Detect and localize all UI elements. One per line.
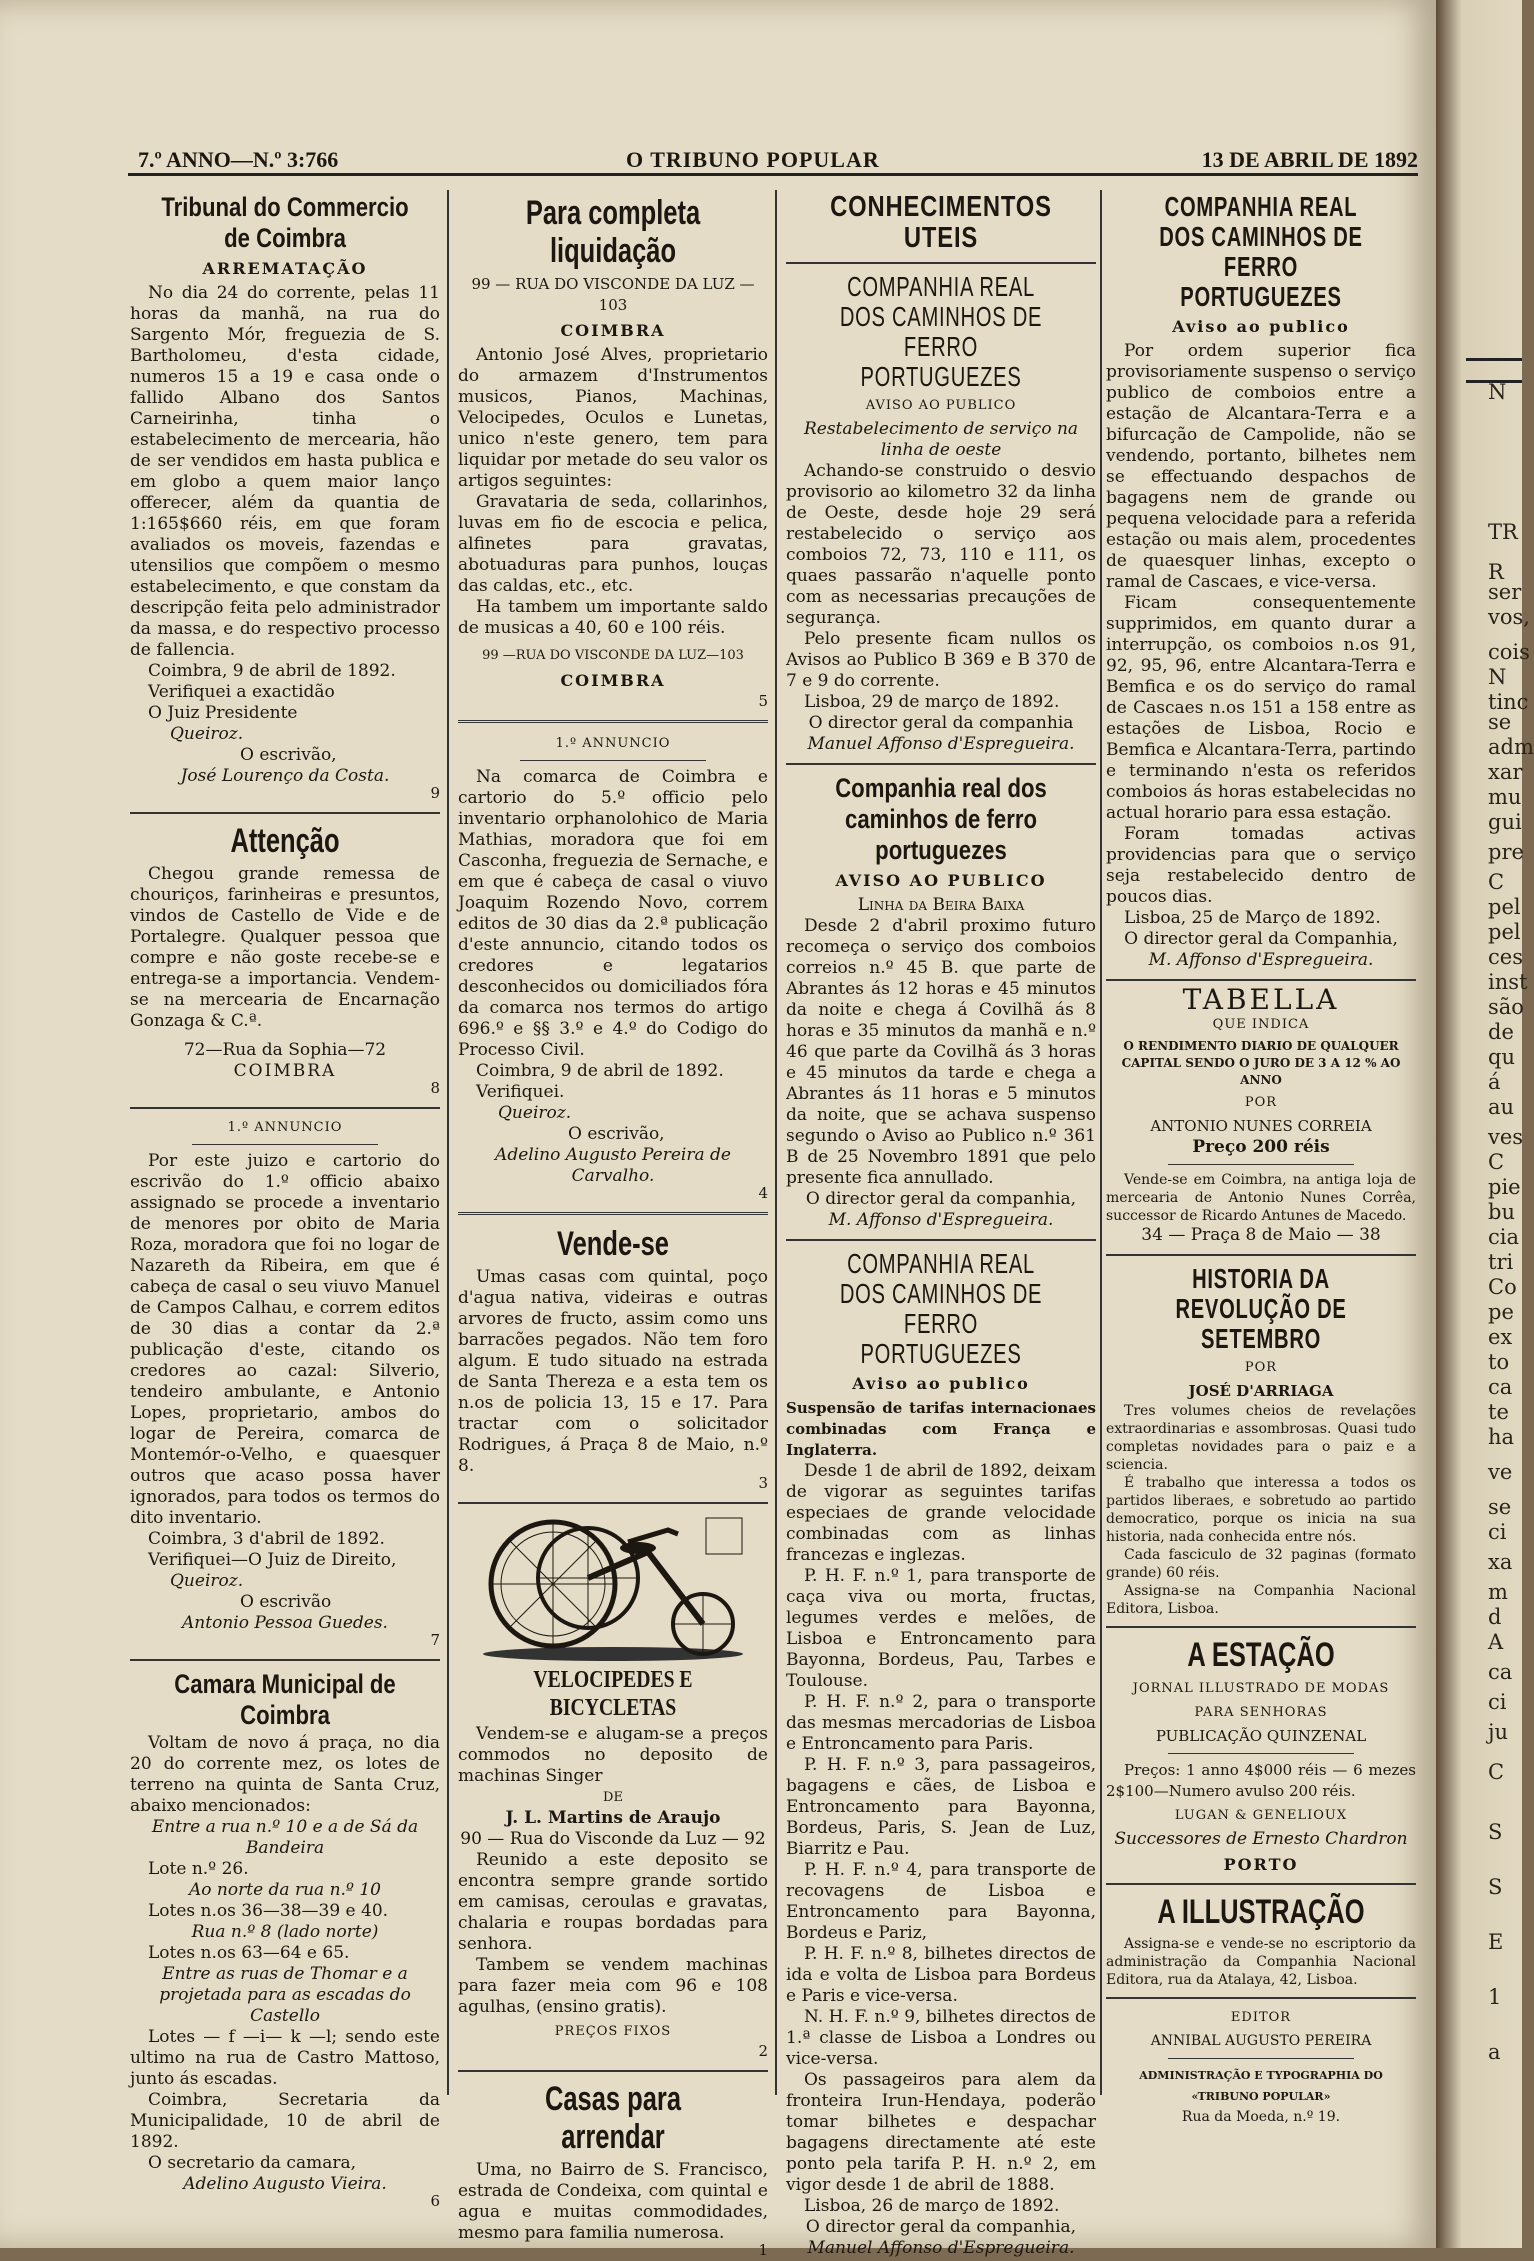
divider bbox=[1106, 979, 1416, 981]
divider bbox=[1168, 2058, 1354, 2059]
ad-date: Lisboa, 29 de março de 1892. bbox=[804, 692, 1060, 712]
ad-number: 6 bbox=[430, 2192, 440, 2210]
spine-fragment: inst bbox=[1488, 970, 1528, 994]
spine-fragment: A bbox=[1488, 1630, 1504, 1654]
ad-name: J. L. Martins de Araujo bbox=[505, 1808, 721, 1828]
spine-fragment: ser bbox=[1488, 580, 1522, 604]
spine-fragment: d bbox=[1488, 1605, 1502, 1629]
spine-fragment: C bbox=[1488, 870, 1505, 894]
ad-number: 4 bbox=[758, 1184, 768, 1202]
ad-title: 1.º ANNUNCIO bbox=[555, 736, 671, 751]
issue-number: 7.º ANNO—N.º 3:766 bbox=[138, 147, 339, 172]
ad-body: Vendem-se e alugam-se a preços commodos no deposito de machinas Singer bbox=[458, 1724, 768, 1786]
spine-fragment: bu bbox=[1488, 1200, 1515, 1224]
ad-item: P. H. F. n.º 1, para transporte de caça viva ou morta, fructas, legumes verdes e melões, de Lisboa e Entroncamento para Bayonna, Bordeus, Pau, Tarbes e Toulouse. bbox=[786, 1566, 1096, 1691]
ad-clerk-name: Adelino Augusto Pereira de Carvalho. bbox=[495, 1145, 731, 1186]
ad-body: Tambem se vendem machinas para fazer meia com 96 e 108 agulhas, (ensino gratis). bbox=[458, 1955, 768, 2017]
spine-fragment: ha bbox=[1488, 1425, 1515, 1449]
spine-fragment: E bbox=[1488, 1930, 1504, 1954]
ad-judge-name: Queiroz. bbox=[170, 724, 244, 744]
page-header bbox=[128, 147, 1418, 173]
spine-fragment: pre bbox=[1488, 840, 1524, 864]
ad-address: 34 — Praça 8 de Maio — 38 bbox=[1141, 1225, 1381, 1245]
ad-title: A ESTAÇÃO bbox=[1187, 1636, 1335, 1674]
ad-street: Ao norte da rua n.º 10 bbox=[189, 1880, 381, 1900]
divider bbox=[458, 720, 768, 725]
ad-lot: Lote n.º 26. bbox=[148, 1859, 249, 1879]
ad-body: Assigna-se e vende-se no escriptorio da administração da Companhia Nacional Editora, rua da Atalaya, 42, Lisboa. bbox=[1106, 1936, 1416, 1988]
column-divider bbox=[1100, 190, 1102, 2095]
ad-price: Preço 200 réis bbox=[1192, 1137, 1330, 1157]
spine-fragment: S bbox=[1488, 1875, 1503, 1899]
ad-subtitle: PARA SENHORAS bbox=[1194, 1705, 1328, 1720]
ad-description: O RENDIMENTO DIARIO DE QUALQUER CAPITAL SENDO O JURO DE 3 A 12 % AO ANNO bbox=[1121, 1039, 1401, 1087]
spine-fragment: ca bbox=[1488, 1660, 1513, 1684]
ad-item: P. H. F. n.º 2, para o transporte das mesmas mercadorias de Lisboa e Entroncamento para Paris. bbox=[786, 1692, 1096, 1754]
ad-item: N. H. F. n.º 9, bilhetes directos de 1.ª classe de Lisboa a Londres ou vice-versa. bbox=[786, 2007, 1096, 2069]
ad-body: Achando-se construido o desvio provisorio ao kilometro 32 da linha de Oeste, desde hoje 29 será restabelecido o serviço aos comboios 72, 73, 110 e 111, os quaes passarão n'aquelle ponto com as necessarias precauções de segurança. bbox=[786, 461, 1096, 628]
ad-director-name: M. Affonso d'Espregueira. bbox=[828, 1210, 1054, 1230]
ad-prices: PREÇOS FIXOS bbox=[554, 2024, 672, 2039]
administration: ADMINISTRAÇÃO E TYPOGRAPHIA DO «TRIBUNO POPULAR» bbox=[1139, 2069, 1383, 2103]
ad-title: HISTORIA DA REVOLUÇÃO DE SETEMBRO bbox=[1175, 1263, 1347, 1354]
ad-body: Assigna-se na Companhia Nacional Editora, Lisboa. bbox=[1106, 1583, 1416, 1617]
ad-item: P. H. F. n.º 4, para transporte de recovagens de Lisboa e Entroncamento para Bayonna, Bordeus e Pariz, bbox=[786, 1860, 1096, 1943]
ad-date: Lisboa, 26 de março de 1892. bbox=[804, 2196, 1060, 2216]
ad-director-name: Manuel Affonso d'Espregueira. bbox=[807, 734, 1075, 754]
ad-body: Por ordem superior fica provisoriamente suspenso o serviço publico de comboios entre a estação de Alcantara-Terra e a bifurcação de Campolide, não se vendendo, portanto, bilhetes nem se effectuando despachos de bagagens nem de grande ou pequena velocidade para a referida estação ou mais alem, procedentes de quaesquer linhas, excepto o ramal de Cascaes, e vice-versa. bbox=[1106, 341, 1416, 592]
ad-title: Tribunal do Commercio de Coimbra bbox=[161, 192, 409, 253]
ad-clerk: O escrivão, bbox=[568, 1124, 665, 1144]
ad-body: Antonio José Alves, proprietario do armazem d'Instrumentos musicos, Pianos, Machinas, Velocipedes, Oculos e Lunetas, unico n'este genero, tem para liquidar por metade do seu valor os artigos seguintes: bbox=[458, 345, 768, 491]
ad-line: Linha da Beira Baixa bbox=[857, 895, 1025, 915]
column-divider bbox=[775, 190, 777, 2095]
ad-address: 99 —RUA DO VISCONDE DA LUZ—103 bbox=[482, 648, 744, 663]
ad-date: Coimbra, 9 de abril de 1892. bbox=[148, 661, 396, 681]
divider bbox=[458, 1502, 768, 1504]
ad-number: 2 bbox=[758, 2042, 768, 2060]
spine-fragment: ci bbox=[1488, 1520, 1507, 1544]
column-2 bbox=[458, 190, 768, 2261]
ad-title: Para completa liquidação bbox=[525, 194, 701, 270]
ad-address: 90 — Rua do Visconde da Luz — 92 bbox=[460, 1829, 766, 1849]
ad-date: Coimbra, 3 d'abril de 1892. bbox=[148, 1529, 385, 1549]
ad-clerk: O escrivão, bbox=[240, 745, 337, 765]
spine-fragment: te bbox=[1488, 1400, 1509, 1424]
spine-fragment: ci bbox=[1488, 1690, 1507, 1714]
spine-fragment: de bbox=[1488, 1020, 1514, 1044]
spine-fragment: adm bbox=[1488, 735, 1534, 759]
ad-body: Desde 2 d'abril proximo futuro recomeça o serviço dos comboios correios n.º 45 B. que parte de Abrantes ás 12 horas e 45 minutos da noite e chega á Covilhã ás 8 horas e 35 minutos da manhã e n.º 46 que parte da Covilhã ás 3 horas e 45 minutos da tarde e chega a Abrantes ás 11 horas e 5 minutos da noite, que se achava suspenso segundo o Aviso ao Publico n.º 361 B de 25 Novembro 1891 que pelo presente fica annullado. bbox=[786, 916, 1096, 1188]
spine-fragment: tinc bbox=[1488, 690, 1529, 714]
ad-number: 9 bbox=[430, 784, 440, 802]
spine-fragment: ces bbox=[1488, 945, 1523, 969]
ad-clerk-name: Antonio Pessoa Guedes. bbox=[182, 1613, 388, 1633]
header-rule bbox=[128, 173, 1418, 176]
ad-item: P. H. F. n.º 8, bilhetes directos de ida e volta de Lisboa para Bordeus e Paris e vice-versa. bbox=[786, 1944, 1096, 2006]
spine-fragment: mu bbox=[1488, 785, 1522, 809]
ad-body: Foram tomadas activas providencias para que o serviço seja restabelecido dentro de poucos dias. bbox=[1106, 824, 1416, 907]
spine-fragment: vos, bbox=[1488, 605, 1530, 629]
divider bbox=[1106, 1997, 1416, 1999]
divider bbox=[1168, 1753, 1354, 1754]
ad-title: Vende-se bbox=[557, 1225, 669, 1263]
ad-director: O director geral da companhia, bbox=[805, 1189, 1077, 1209]
ad-body: Voltam de novo á praça, no dia 20 do corrente mez, os lotes de terreno na quinta de Santa Cruz, abaixo mencionados: bbox=[130, 1733, 440, 1816]
ad-number: 1 bbox=[758, 2241, 768, 2259]
ad-que: QUE INDICA bbox=[1212, 1017, 1310, 1032]
ad-title: TABELLA bbox=[1182, 983, 1340, 1016]
ad-judge-name: Queiroz. bbox=[498, 1103, 572, 1123]
ad-body: Chegou grande remessa de chouriços, farinheiras e presuntos, vindos de Castello de Vide e de Portalegre. Qualquer pessoa que compre e não goste recebe-se e entrega-se a importancia. Vendem-se na mercearia de Encarnação Gonzaga & C.ª. bbox=[130, 864, 440, 1031]
divider bbox=[1106, 1626, 1416, 1628]
ad-clerk-name: José Lourenço da Costa. bbox=[180, 766, 390, 786]
column-1 bbox=[130, 190, 440, 2212]
spine-fragment: xar bbox=[1488, 760, 1523, 784]
spine-fragment: ju bbox=[1488, 1720, 1509, 1744]
ad-city: COIMBRA bbox=[233, 1061, 337, 1081]
ad-director: O director geral da companhia, bbox=[805, 2217, 1077, 2237]
column-divider bbox=[447, 190, 449, 2095]
spine-fragment: N bbox=[1488, 380, 1507, 404]
spine-fragment: ex bbox=[1488, 1325, 1513, 1349]
spine-fragment: xa bbox=[1488, 1550, 1513, 1574]
ad-number: 5 bbox=[758, 692, 768, 710]
ad-clerk: O escrivão bbox=[240, 1592, 332, 1612]
ad-item: Os passageiros para alem da fronteira Irun-Hendaya, poderão tomar bilhetes e despachar bagagens directamente até este ponto pela tarifa P. H. n.º 2, em vigor desde 1 de abril de 1888. bbox=[786, 2070, 1096, 2195]
ad-title: COMPANHIA REAL DOS CAMINHOS DE FERRO PORTUGUEZES bbox=[1159, 191, 1363, 312]
ad-body: Uma, no Bairro de S. Francisco, estrada de Condeixa, com quintal e agua e muitas commodidades, mesmo para familia numerosa. bbox=[458, 2160, 768, 2243]
ad-author: ANTONIO NUNES CORREIA bbox=[1150, 1117, 1372, 1135]
divider bbox=[192, 1144, 378, 1145]
ad-lot: Lotes — f —i— k —l; sendo este ultimo na rua de Castro Mattoso, junto ás escadas. bbox=[130, 2027, 440, 2089]
adjacent-page-edge bbox=[1436, 0, 1534, 2248]
spine-fragment: C bbox=[1488, 1150, 1505, 1174]
spine-fragment: pel bbox=[1488, 895, 1521, 919]
section-title: CONHECIMENTOS UTEIS bbox=[830, 191, 1052, 254]
ad-director: O director geral da companhia bbox=[808, 713, 1074, 733]
ad-judge-name: Queiroz. bbox=[170, 1571, 244, 1591]
tricycle-illustration bbox=[478, 1512, 748, 1662]
spine-fragment: R bbox=[1488, 560, 1504, 584]
ad-body: Reunido a este deposito se encontra sempre grande sortido em camisas, ceroulas e gravatas, chalaria e roupas bordadas para senhora. bbox=[458, 1850, 768, 1954]
ad-director-name: Manuel Affonso d'Espregueira. bbox=[807, 2238, 1075, 2258]
ad-lot: Lotes n.os 63—64 e 65. bbox=[148, 1943, 350, 1963]
divider bbox=[130, 812, 440, 814]
column-4 bbox=[1106, 190, 1416, 2128]
ad-number: 3 bbox=[758, 1474, 768, 1492]
ad-title: 1.º ANNUNCIO bbox=[227, 1120, 343, 1135]
ad-city: PORTO bbox=[1223, 1855, 1299, 1874]
ad-title: Companhia real dos caminhos de ferro portuguezes bbox=[835, 773, 1047, 865]
ad-verified: Verifiquei a exactidão bbox=[148, 682, 335, 702]
administration-address: Rua da Moeda, n.º 19. bbox=[1181, 2109, 1341, 2125]
ad-publisher-successor: Successores de Ernesto Chardron bbox=[1114, 1829, 1408, 1849]
ad-date: Lisboa, 25 de Março de 1892. bbox=[1124, 908, 1381, 928]
ad-body: Umas casas com quintal, poço d'agua nativa, videiras e outras arvores de fructo, assim como uns barracões pegados. Não tem foro algum. E tudo situado na estrada de Santa Thereza e a esta tem os n.os de policia 13, 15 e 17. Para tractar com o solicitador Rodrigues, á Praça 8 de Maio, n.º 8. bbox=[458, 1267, 768, 1476]
ad-subtitle: AVISO AO PUBLICO bbox=[865, 398, 1017, 413]
spine-fragment: são bbox=[1488, 995, 1524, 1019]
newspaper-title: O TRIBUNO POPULAR bbox=[626, 147, 880, 172]
ad-city: COIMBRA bbox=[560, 321, 666, 340]
ad-judge: O Juiz Presidente bbox=[148, 703, 298, 723]
ad-title: A ILLUSTRAÇÃO bbox=[1157, 1893, 1365, 1931]
ad-street: Entre a rua n.º 10 e a de Sá da Bandeira bbox=[151, 1817, 419, 1858]
spine-fragment: N bbox=[1488, 665, 1507, 689]
spine-fragment: 1 bbox=[1488, 1985, 1502, 2009]
ad-item: P. H. F. n.º 3, para passageiros, bagagens e cães, de Lisboa e Entroncamento para Bayonna, Bordeus, Paris, S. Jean de Luz, Biarritz e Pau. bbox=[786, 1755, 1096, 1859]
ad-street: Rua n.º 8 (lado norte) bbox=[191, 1922, 379, 1942]
spine-fragment: S bbox=[1488, 1820, 1503, 1844]
divider bbox=[520, 760, 706, 761]
ad-title: COMPANHIA REAL DOS CAMINHOS DE FERRO PORTUGUEZES bbox=[839, 1248, 1043, 1369]
divider bbox=[786, 1239, 1096, 1241]
spine-fragment: to bbox=[1488, 1350, 1510, 1374]
ad-subtitle: JORNAL ILLUSTRADO DE MODAS bbox=[1132, 1681, 1390, 1696]
ad-title: Casas para arrendar bbox=[544, 2080, 682, 2156]
ad-number: 7 bbox=[430, 1631, 440, 1649]
spine-fragment: se bbox=[1488, 710, 1512, 734]
spine-fragment: cois bbox=[1488, 640, 1530, 664]
ad-date: Coimbra, 9 de abril de 1892. bbox=[476, 1061, 724, 1081]
ad-body: Tres volumes cheios de revelações extraordinarias e assombrosas. Quasi tudo completas novidades para o paiz e a sciencia. bbox=[1106, 1403, 1416, 1473]
ad-prices: Preços: 1 anno 4$000 réis — 6 mezes 2$100—Numero avulso 200 réis. bbox=[1106, 1761, 1416, 1800]
ad-de: DE bbox=[603, 1790, 623, 1805]
ad-body: Gravataria de seda, collarinhos, luvas em fio de escocia e pelica, alfinetes para gravatas, abotuaduras para punhos, louças das caldas, etc., etc. bbox=[458, 492, 768, 596]
spine-fragment: Co bbox=[1488, 1275, 1517, 1299]
divider bbox=[1106, 1883, 1416, 1885]
ad-address: 72—Rua da Sophia—72 bbox=[183, 1040, 387, 1060]
spine-fragment: TR bbox=[1488, 520, 1518, 544]
ad-body: Ha tambem um importante saldo de musicas a 40, 60 e 100 réis. bbox=[458, 597, 768, 638]
spine-fragment: pie bbox=[1488, 1175, 1521, 1199]
spine-fragment: au bbox=[1488, 1095, 1515, 1119]
ad-publication: PUBLICAÇÃO QUINZENAL bbox=[1155, 1727, 1367, 1745]
ad-secretary-name: Adelino Augusto Vieira. bbox=[183, 2174, 387, 2194]
spine-fragment: cia bbox=[1488, 1225, 1519, 1249]
ad-subtitle: Aviso ao publico bbox=[852, 1374, 1030, 1393]
spine-fragment: pel bbox=[1488, 920, 1521, 944]
spine-fragment: qu bbox=[1488, 1045, 1515, 1069]
ad-address: 99 — RUA DO VISCONDE DA LUZ — 103 bbox=[471, 275, 755, 314]
spine-fragment: C bbox=[1488, 1760, 1505, 1784]
ad-street: Entre as ruas de Thomar e a projetada para as escadas do Castello bbox=[159, 1964, 411, 2026]
ad-body: No dia 24 do corrente, pelas 11 horas da manhã, na rua do Sargento Mór, freguezia de S. Bartholomeu, d'esta cidade, numeros 15 a 19 e casa onde o fallido Albano dos Santos Carneirinha, tinha o estabelecimento de mercearia, hão de ser vendidos em hasta publica e em globo a quem maior lanço offerecer, além da quantia de 1:165$660 réis, em que foram avaliados os moveis, fazendas e utensilios que compõem o mesmo estabelecimento, e que constam da descripção feita pelo administrador da massa, e do respectivo processo de fallencia. bbox=[130, 283, 440, 660]
ad-subtitle: ARREMATAÇÃO bbox=[202, 259, 368, 278]
ad-body: Por este juizo e cartorio do escrivão do 1.º officio abaixo assignado se procede a inventario de menores por obito de Maria Roza, moradora que foi no logar de Nazareth da Ribeira, em que é cabeça de casal o seu viuvo Manuel de Campos Calhau, e correm editos de 30 dias a contar da 2.ª publicação d'este, citando os credores ao cazal: Silverio, tendeiro ambulante, e Antonio Lopes, proprietario, ambos do logar de Pereira, comarca de Montemór-o-Velho, e quaesquer outros que acaso possa haver ignorados, para todos os termos do dito inventario. bbox=[130, 1151, 440, 1528]
ad-number: 8 bbox=[430, 1079, 440, 1097]
ad-heading: Restabelecimento de serviço na linha de oeste bbox=[803, 419, 1079, 460]
spine-fragment: gui bbox=[1488, 810, 1522, 834]
ad-body: Na comarca de Coimbra e cartorio do 5.º officio pelo inventario orphanolohico de Maria Mathias, moradora que foi em Casconha, freguezia de Sernache, e em que é cabeça de casal o viuvo Joaquim Rozendo Novo, correm editos de 30 dias da 2.ª publicação d'este annuncio, citando todos os credores e legatarios desconhecidos ou domiciliados fóra da comarca nos termos do artigo 696.º e §§ 3.º e 4.º do Codigo do Processo Civil. bbox=[458, 767, 768, 1060]
divider bbox=[1168, 1164, 1354, 1165]
ad-director: O director geral da Companhia, bbox=[1124, 929, 1398, 949]
ad-body: Vende-se em Coimbra, na antiga loja de mercearia de Antonio Nunes Corrêa, successor de Ricardo Antunes de Macedo. bbox=[1106, 1172, 1416, 1224]
ad-body: Cada fasciculo de 32 paginas (formato grande) 60 réis. bbox=[1106, 1547, 1416, 1581]
ad-body: Desde 1 de abril de 1892, deixam de vigorar as seguintes tarifas especiaes de grande velocidade combinadas com as linhas francezas e inglezas. bbox=[786, 1461, 1096, 1565]
ad-title: Attenção bbox=[230, 822, 340, 860]
spine-fragment: pe bbox=[1488, 1300, 1514, 1324]
spine-fragment: se bbox=[1488, 1495, 1512, 1519]
spine-fragment: a bbox=[1488, 2040, 1501, 2064]
spine-fragment: á bbox=[1488, 1070, 1501, 1094]
ad-title: Camara Municipal de Coimbra bbox=[174, 1669, 396, 1730]
ad-secretary: O secretario da camara, bbox=[148, 2153, 357, 2173]
ad-subtitle: Aviso ao publico bbox=[1172, 317, 1350, 336]
spine-fragment: m bbox=[1488, 1580, 1508, 1604]
ad-title: VELOCIPEDES E BICYCLETAS bbox=[533, 1667, 693, 1721]
column-3 bbox=[786, 190, 1096, 2259]
divider bbox=[786, 763, 1096, 765]
divider bbox=[130, 1107, 440, 1109]
ad-verified: Verifiquei. bbox=[476, 1082, 565, 1102]
ad-por: POR bbox=[1244, 1095, 1278, 1110]
ad-lot: Lotes n.os 36—38—39 e 40. bbox=[148, 1901, 389, 1921]
divider bbox=[130, 1659, 440, 1661]
ad-body: Ficam consequentemente supprimidos, em quanto durar a interrupção, os comboios n.os 91, 92, 95, 96, entre Alcantara-Terra e Bemfica e os do serviço do ramal de Cascaes n.os 151 a 158 entre as estações de Lisboa, Rocio e Bemfica e Alcantara-Terra, partindo e terminando n'esta os referidos comboios ás horas estabelecidas no actual horario para essa estação. bbox=[1106, 593, 1416, 823]
divider bbox=[458, 2070, 768, 2072]
ad-director-name: M. Affonso d'Espregueira. bbox=[1148, 950, 1374, 970]
ad-body: Pelo presente ficam nullos os Avisos ao Publico B 369 e B 370 de 7 e 9 do corrente. bbox=[786, 629, 1096, 691]
spine-fragment: tri bbox=[1488, 1250, 1514, 1274]
divider bbox=[458, 1212, 768, 1217]
ad-body: É trabalho que interessa a todos os partidos liberaes, e sobretudo ao partido democratico, porque os inicia na sua historia, nada conhecida entre nós. bbox=[1106, 1475, 1416, 1545]
spine-rule bbox=[1466, 358, 1522, 361]
ad-subtitle: AVISO AO PUBLICO bbox=[835, 871, 1047, 890]
ad-verified: Verifiquei—O Juiz de Direito, bbox=[148, 1550, 397, 1570]
ad-title: COMPANHIA REAL DOS CAMINHOS DE FERRO PORTUGUEZES bbox=[839, 271, 1043, 392]
ad-date: Coimbra, Secretaria da Municipalidade, 10 de abril de 1892. bbox=[130, 2090, 440, 2152]
issue-date: 13 DE ABRIL DE 1892 bbox=[1201, 147, 1418, 172]
spine-fragment: ves bbox=[1488, 1125, 1524, 1149]
editor-name: ANNIBAL AUGUSTO PEREIRA bbox=[1150, 2033, 1372, 2049]
editor-label: EDITOR bbox=[1230, 2010, 1292, 2025]
ad-publisher: LUGAN & GENELIOUX bbox=[1174, 1808, 1348, 1823]
spine-fragment: ve bbox=[1488, 1460, 1513, 1484]
divider bbox=[1106, 1254, 1416, 1256]
ad-por: POR bbox=[1244, 1360, 1278, 1375]
divider bbox=[786, 262, 1096, 264]
ad-city: COIMBRA bbox=[560, 671, 666, 690]
ad-author: JOSÉ D'ARRIAGA bbox=[1188, 1382, 1334, 1400]
spine-fragment: ca bbox=[1488, 1375, 1513, 1399]
ad-heading: Suspensão de tarifas internacionaes combinadas com França e Inglaterra. bbox=[786, 1399, 1096, 1459]
